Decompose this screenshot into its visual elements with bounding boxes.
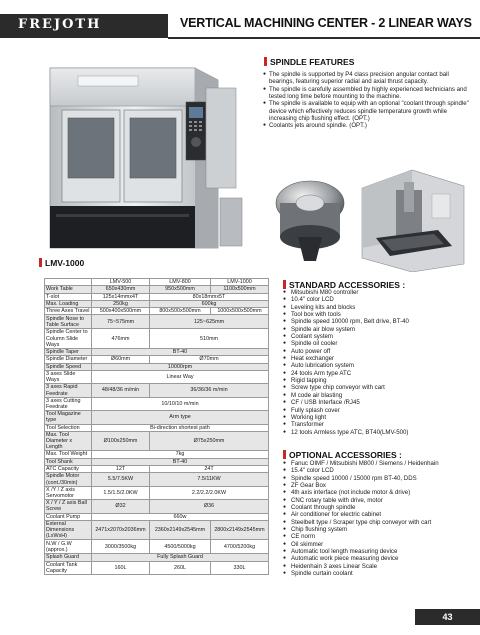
machine-photo [20, 58, 250, 258]
table-row [45, 540, 269, 554]
table-row [45, 349, 269, 356]
table-row [45, 308, 269, 315]
spec-value-cell: Ø60mm [92, 356, 150, 363]
spec-value-cell: Ø70mm [150, 356, 269, 363]
accent-bar [264, 57, 267, 66]
list-item: ● CNC rotary table with drive, motor [283, 497, 479, 504]
spec-value-cell: 260L [150, 561, 211, 574]
table-row [45, 554, 269, 561]
list-item: ● Coolants jets around spindle. (OPT.) [263, 122, 473, 129]
spec-label-cell: Tool Magazine type [45, 411, 92, 424]
list-item: ● Screw type chip conveyor with cart [283, 384, 473, 391]
table-row [45, 486, 269, 499]
spec-value-cell: 660w [92, 513, 269, 520]
spindle-features-list [263, 71, 473, 130]
list-item: ● The spindle is available to equip with an optional "coolant through spindle" device which effectively reduces spindle temperature growth while increasing chip flushing effect. (OPT.) [263, 100, 473, 122]
spec-value-cell: 1.5/1.5/2.0KW [92, 486, 150, 499]
list-item: ● Air conditioner for electric cabinet [283, 511, 479, 518]
table-row [45, 315, 269, 329]
list-item: ● Coolant through spindle [283, 504, 479, 511]
spec-value-cell: 2471x2070x2036mm [92, 520, 150, 540]
table-row [45, 293, 269, 300]
list-item: ● Working light [283, 414, 473, 421]
spec-value-cell: 24T [150, 466, 269, 473]
table-row [45, 473, 269, 486]
table-row [45, 356, 269, 363]
spec-value-cell: 48/48/36 m/min [92, 384, 150, 397]
brand-logo: FREJOTH [18, 17, 102, 32]
spec-label-cell: X /Y / Z axis Servomotor [45, 486, 92, 499]
spec-label-cell: Three Axes Travel [45, 308, 92, 315]
list-item: ● Leveling kits and blocks [283, 304, 473, 311]
list-item: ● Auto lubrication system [283, 362, 473, 369]
spec-label-cell: Spindle Diameter [45, 356, 92, 363]
spec-label-cell: N.W / G.W (approx.) [45, 540, 92, 554]
optional-accessories-title: OPTIONAL ACCESSORIES : [289, 450, 402, 460]
spec-label-cell: Spindle Motor (cont./30min) [45, 473, 92, 486]
spec-value-cell: Ø100x250mm [92, 431, 150, 451]
spec-value-cell: 950x500mm [150, 286, 211, 293]
table-row [45, 411, 269, 424]
page-title: VERTICAL MACHINING CENTER - 2 LINEAR WAYS [180, 16, 472, 30]
spec-value-cell: 500x400x500mm [92, 308, 150, 315]
spec-label-cell: T-slot [45, 293, 92, 300]
spec-value-cell: 7kg [92, 451, 269, 458]
spec-value-cell: 160L [92, 561, 150, 574]
spec-value-cell: 2.2/2.2/2.0KW [150, 486, 269, 499]
list-item: ● Spindle curtain coolant [283, 570, 479, 577]
spec-value-cell: 3000/3500kg [92, 540, 150, 554]
spindle-photo [268, 173, 352, 265]
list-item: ● Spindle oil cooler [283, 340, 473, 347]
spec-value-cell: 4500/5000kg [150, 540, 211, 554]
list-item: ● Chip flushing system [283, 526, 479, 533]
table-row [45, 424, 269, 431]
list-item: ● Fanuc OIMF / Mitsubishi M800 / Siemens / Heidenhain [283, 460, 479, 467]
table-row [45, 431, 269, 451]
optional-accessories-list [283, 460, 479, 578]
list-item: ● Coolant system [283, 333, 473, 340]
table-row [45, 561, 269, 574]
table-row [45, 466, 269, 473]
list-item: ● Spindle speed 10000 / 15000 rpm BT-40, DDS [283, 475, 479, 482]
table-row [45, 520, 269, 540]
spec-label-cell: X / Y / Z axis Ball Screw [45, 500, 92, 513]
optional-accessories-heading [283, 450, 402, 460]
spec-value-cell: 10/10/10 m/min [92, 397, 269, 410]
list-item: ● Steelbelt type / Scraper type chip conveyor with cart [283, 519, 479, 526]
table-row [45, 500, 269, 513]
spec-label-cell: Spindle Speed [45, 363, 92, 370]
spec-value-cell: 510mm [150, 329, 269, 349]
page-header [0, 6, 480, 44]
spec-label-cell: Spindle Nose to Table Surface [45, 315, 92, 329]
accent-bar [283, 450, 286, 459]
table-row [45, 451, 269, 458]
spec-value-cell: 476mm [92, 329, 150, 349]
spec-label-cell: 3 axes Cutting Feedrate [45, 397, 92, 410]
table-row [45, 513, 269, 520]
spec-value-cell: BT-40 [92, 349, 269, 356]
spec-label-cell: Spindle Taper [45, 349, 92, 356]
spec-value-cell: 330L [211, 561, 269, 574]
list-item: ● ZF Gear Box [283, 482, 479, 489]
spec-label-cell: Tool Shank [45, 458, 92, 465]
list-item: ● The spindle is carefully assembled by highly experienced technicians and tested long time before mounting to the machine. [263, 86, 473, 101]
list-item: ● Rigid tapping [283, 377, 473, 384]
spec-value-cell: 125x14mmx4T [92, 293, 150, 300]
list-item: ● CE norm [283, 533, 479, 540]
spec-value-cell: 10000rpm [92, 363, 269, 370]
header-rule [168, 37, 480, 39]
spec-label-cell: 3 axes Rapid Feedrate [45, 384, 92, 397]
spec-label-cell: Max. Tool Weight [45, 451, 92, 458]
spec-value-cell: Ø75x250mm [150, 431, 269, 451]
accent-bar [39, 258, 42, 267]
spec-value-cell: 4700/5200kg [211, 540, 269, 554]
spec-value-cell: Bi-direction shortest path [92, 424, 269, 431]
table-row [45, 384, 269, 397]
spec-value-cell: 1100x500mm [211, 286, 269, 293]
list-item: ● CF / USB Interface /RJ45 [283, 399, 473, 406]
spec-label-cell: 3 axes Slide Ways [45, 370, 92, 383]
table-row [45, 363, 269, 370]
spec-value-cell: BT-40 [92, 458, 269, 465]
list-item: ● Automatic work piece measuring device [283, 555, 479, 562]
list-item: ● Fully splash cover [283, 407, 473, 414]
spec-value-cell: 75~575mm [92, 315, 150, 329]
spec-value-cell: Fully Splash Guard [92, 554, 269, 561]
spec-value-cell: Arm type [92, 411, 269, 424]
brand-banner [0, 14, 168, 38]
spec-label-cell: External Dimensions (LxWxH) [45, 520, 92, 540]
spec-value-cell: 800x500x500mm [150, 308, 211, 315]
list-item: ● 24 tools Arm type ATC [283, 370, 473, 377]
spec-label-cell: Tool Selection [45, 424, 92, 431]
model-header-cell: LMV-1000 [211, 279, 269, 286]
table-header-row [45, 279, 269, 286]
spindle-features-heading [264, 57, 354, 67]
list-item: ● M code air blasting [283, 392, 473, 399]
table-corner-cell [45, 279, 92, 286]
spec-label-cell: Coolant Tank Capacity [45, 561, 92, 574]
spec-value-cell: Ø36 [150, 500, 269, 513]
spec-label-cell: Max. Tool Diameter x Length [45, 431, 92, 451]
spec-value-cell: 600kg [150, 300, 269, 307]
spec-value-cell: 125~625mm [150, 315, 269, 329]
model-label-text: LMV-1000 [45, 258, 85, 268]
list-item: ● Oil skimmer [283, 541, 479, 548]
accent-bar [283, 280, 286, 289]
spec-value-cell: Ø32 [92, 500, 150, 513]
spec-value-cell: 2360x2149x2545mm [150, 520, 211, 540]
list-item: ● Spindle speed 10000 rpm, Belt drive, BT-40 [283, 318, 473, 325]
table-row [45, 286, 269, 293]
list-item: ● 10.4" color LCD [283, 296, 473, 303]
model-header-cell: LMV-800 [150, 279, 211, 286]
list-item: ● Heat exchanger [283, 355, 473, 362]
spec-value-cell: 36/36/36 m/min [150, 384, 269, 397]
standard-accessories-title: STANDARD ACCESSORIES : [289, 280, 406, 290]
spec-label-cell: Splash Guard [45, 554, 92, 561]
spindle-features-title: SPINDLE FEATURES [270, 57, 355, 67]
table-row [45, 300, 269, 307]
spec-value-cell: 2800x2149x2545mm [211, 520, 269, 540]
list-item: ● Auto power off [283, 348, 473, 355]
list-item: ● 4th axis interface (not include motor & drive) [283, 489, 479, 496]
enclosure-photo [352, 168, 470, 272]
standard-accessories-list [283, 289, 473, 436]
spec-label-cell: Work Table [45, 286, 92, 293]
spec-table [44, 278, 269, 575]
spec-value-cell: 650x430mm [92, 286, 150, 293]
list-item: ● Automatic tool length measuring device [283, 548, 479, 555]
spec-value-cell: 12T [92, 466, 150, 473]
spec-value-cell: 250kg [92, 300, 150, 307]
spec-label-cell: Max. Loading [45, 300, 92, 307]
spec-value-cell: 5.5/7.5KW [92, 473, 150, 486]
spec-label-cell: ATC Capacity [45, 466, 92, 473]
table-row [45, 329, 269, 349]
spec-label-cell: Spindle Center to Column Slide Ways [45, 329, 92, 349]
list-item: ● Tool box with tools [283, 311, 473, 318]
spec-value-cell: Linear Way [92, 370, 269, 383]
list-item: ● Mitsubishi M80 controller [283, 289, 473, 296]
table-row [45, 458, 269, 465]
spec-value-cell: 1000x500x500mm [211, 308, 269, 315]
list-item: ● Heidenhain 3 axes Linear Scale [283, 563, 479, 570]
page-number: 43 [415, 609, 480, 625]
list-item: ● Transformer [283, 421, 473, 428]
spec-label-cell: Coolant Pump [45, 513, 92, 520]
spec-value-cell: 80x18mmx5T [150, 293, 269, 300]
table-row [45, 397, 269, 410]
list-item: ● Spindle air blow system [283, 326, 473, 333]
list-item: ● The spindle is supported by P4 class precision angular contact ball bearings, featuring superior radial and axial thrust capacity. [263, 71, 473, 86]
list-item: ● 15.4" color LCD [283, 467, 479, 474]
model-label [39, 258, 84, 268]
table-row [45, 370, 269, 383]
list-item: ● 12 tools Armless type ATC, BT40(LMV-500) [283, 429, 473, 436]
spec-value-cell: 7.5/11KW [150, 473, 269, 486]
model-header-cell: LMV-500 [92, 279, 150, 286]
